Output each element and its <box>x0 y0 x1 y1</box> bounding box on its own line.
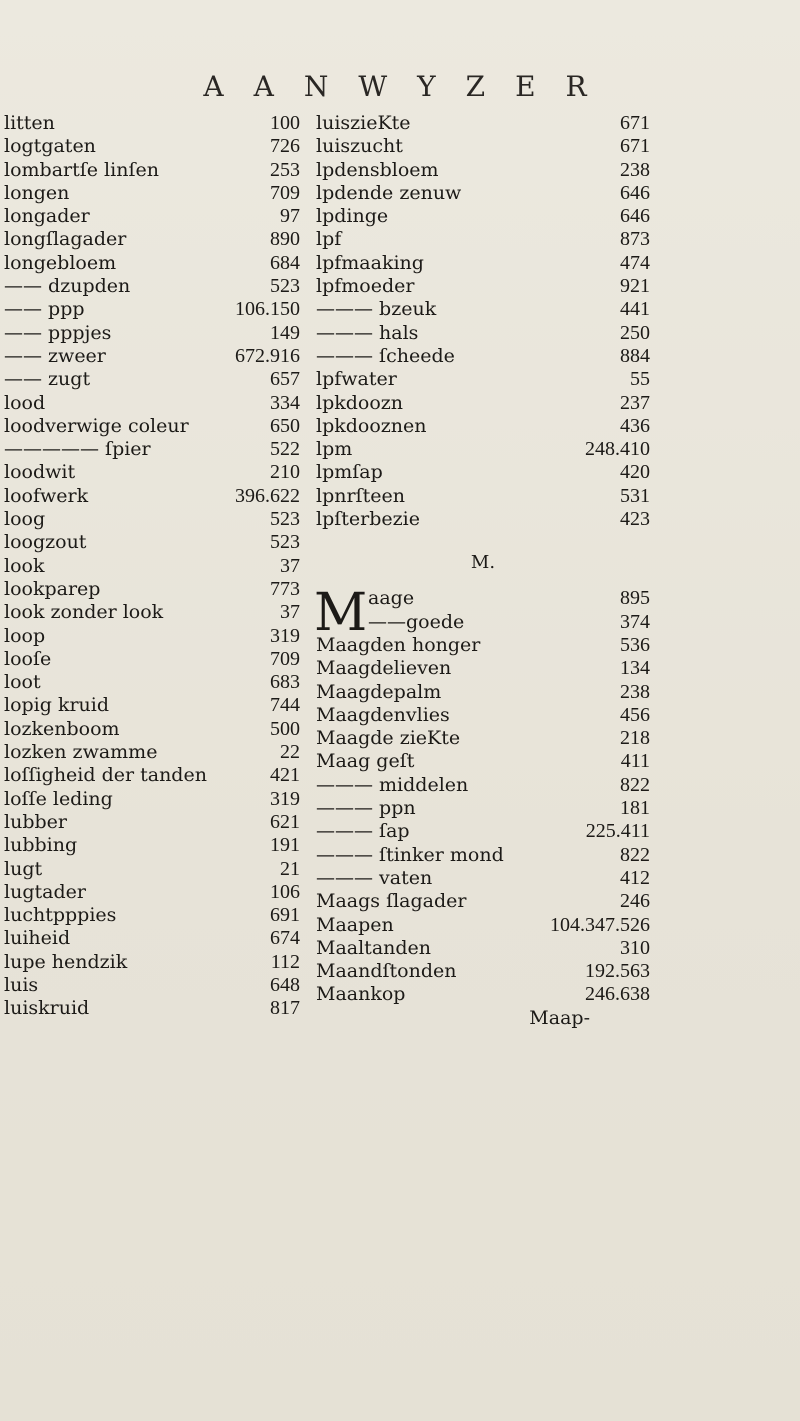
entry-term: longſlagader <box>4 228 127 251</box>
entry-page-number: 374 <box>620 610 650 633</box>
entry-term: Maaltanden <box>316 936 432 959</box>
index-entry <box>4 345 300 368</box>
entry-page-number: 536 <box>620 633 650 656</box>
index-entry <box>4 112 300 135</box>
entry-page-number: 112 <box>270 950 300 973</box>
index-entry <box>4 252 300 275</box>
entry-term: loodverwige coleur <box>4 414 189 437</box>
index-entry <box>4 298 300 321</box>
index-entry <box>316 890 650 913</box>
entry-term: luchtpppies <box>4 904 117 927</box>
entry-page-number: 650 <box>270 414 300 437</box>
entry-term: luiszucht <box>316 135 403 158</box>
entry-page-number: 890 <box>270 228 300 251</box>
entry-term: lpdinge <box>316 205 389 228</box>
entry-page-number: 657 <box>270 368 300 391</box>
entry-term: lozkenboom <box>4 717 120 740</box>
entry-term: —— zugt <box>4 368 91 391</box>
index-entry <box>316 135 650 158</box>
entry-term: lubber <box>4 810 67 833</box>
entry-page-number: 37 <box>280 601 300 624</box>
entry-page-number: 248.410 <box>585 438 650 461</box>
entry-term: ——— ſcheede <box>316 344 455 367</box>
entry-term: aage <box>368 587 415 610</box>
entry-term: look zonder look <box>4 601 164 624</box>
entry-term: Maagdenvlies <box>316 703 450 726</box>
entry-page-number: 97 <box>280 205 300 228</box>
index-entry <box>4 461 300 484</box>
entry-term: ——— ppn <box>316 797 416 820</box>
entry-term: loſſe leding <box>4 787 113 810</box>
entry-term: look <box>4 554 45 577</box>
entry-page-number: 500 <box>270 717 300 740</box>
entry-page-number: 238 <box>620 680 650 703</box>
entry-page-number: 523 <box>270 275 300 298</box>
entry-term: —— ppp <box>4 298 85 321</box>
entry-term: Maagde zieKte <box>316 727 461 750</box>
entry-term: lpdende zenuw <box>316 181 462 204</box>
index-entry <box>316 159 650 182</box>
entry-page-number: 709 <box>270 181 300 204</box>
right-entries-m <box>316 634 650 1007</box>
entry-page-number: 691 <box>270 904 300 927</box>
entry-page-number: 411 <box>620 750 650 773</box>
entry-term: loot <box>4 671 41 694</box>
entry-term: luis <box>4 973 39 996</box>
entry-term: ——— bzeuk <box>316 298 437 321</box>
index-entry <box>316 392 650 415</box>
entry-page-number: 436 <box>620 414 650 437</box>
entry-term: luiskruid <box>4 997 90 1020</box>
entry-page-number: 396.622 <box>235 484 300 507</box>
entry-term: ——— hals <box>316 321 419 344</box>
entry-page-number: 246.638 <box>585 983 650 1006</box>
entry-term: Maapen <box>316 913 394 936</box>
index-entry <box>4 415 300 438</box>
index-entry <box>4 159 300 182</box>
entry-term: Maagdepalm <box>316 680 442 703</box>
index-entry <box>316 657 650 680</box>
entry-term: loogzout <box>4 531 87 554</box>
right-index-column <box>316 112 650 1030</box>
index-entry <box>4 904 300 927</box>
entry-page-number: 531 <box>620 484 650 507</box>
entry-page-number: 523 <box>270 508 300 531</box>
entry-term: longen <box>4 181 70 204</box>
entry-page-number: 420 <box>620 461 650 484</box>
index-entry <box>316 298 650 321</box>
index-entry <box>316 438 650 461</box>
entry-page-number: 21 <box>280 857 300 880</box>
index-entry <box>316 983 650 1006</box>
entry-page-number: 884 <box>620 344 650 367</box>
entry-term: Maandſtonden <box>316 960 457 983</box>
index-entry <box>4 438 300 461</box>
index-entry <box>316 750 650 773</box>
index-entry <box>4 228 300 251</box>
entry-term: —— zweer <box>4 344 106 367</box>
entry-term: Maankop <box>316 983 406 1006</box>
index-entry <box>316 681 650 704</box>
entry-term: ————— ſpier <box>4 438 151 461</box>
entry-term: lpf <box>316 228 342 251</box>
entry-page-number: 895 <box>620 587 650 610</box>
entry-term: litten <box>4 112 55 134</box>
entry-page-number: 334 <box>270 391 300 414</box>
entry-page-number: 523 <box>270 531 300 554</box>
entry-term: ——— middelen <box>316 773 469 796</box>
entry-term: loſſigheid der tanden <box>4 764 207 787</box>
entry-term: ——goede <box>368 610 465 633</box>
entry-term: luiszieKte <box>316 112 411 134</box>
dropcap-letter: M <box>314 583 368 644</box>
index-entry <box>4 671 300 694</box>
entry-page-number: 253 <box>270 158 300 181</box>
entry-page-number: 106 <box>270 880 300 903</box>
entry-page-number: 22 <box>280 741 300 764</box>
index-entry <box>316 797 650 820</box>
entry-term: lpſterbezie <box>316 508 420 531</box>
entry-term: ——— ſap <box>316 820 410 843</box>
entry-page-number: 210 <box>270 461 300 484</box>
entry-term: Maags ſlagader <box>316 890 467 913</box>
entry-page-number: 225.411 <box>585 820 650 843</box>
index-entry <box>316 727 650 750</box>
entry-term: lombartſe linſen <box>4 158 159 181</box>
index-entry <box>4 834 300 857</box>
index-entry <box>4 368 300 391</box>
index-entry <box>316 914 650 937</box>
entry-term: lozken zwamme <box>4 741 158 764</box>
entry-page-number: 522 <box>270 438 300 461</box>
index-entry <box>4 531 300 554</box>
entry-term: luiheid <box>4 927 71 950</box>
entry-term: Maag geſt <box>316 750 415 773</box>
entry-term: lopig kruid <box>4 694 110 717</box>
entry-term: ——— vaten <box>316 866 433 889</box>
index-entry <box>316 205 650 228</box>
entry-page-number: 192.563 <box>585 960 650 983</box>
index-entry <box>316 228 650 251</box>
entry-term: Maagdelieven <box>316 657 452 680</box>
entry-term: loofwerk <box>4 484 89 507</box>
entry-page-number: 237 <box>620 391 650 414</box>
entry-page-number: 412 <box>620 866 650 889</box>
entry-term: logtgaten <box>4 135 96 158</box>
index-entry <box>4 601 300 624</box>
index-entry <box>316 345 650 368</box>
index-entry <box>4 694 300 717</box>
entry-page-number: 310 <box>620 936 650 959</box>
entry-page-number: 423 <box>620 508 650 531</box>
index-entry <box>316 461 650 484</box>
index-entry <box>4 182 300 205</box>
index-entry <box>316 704 650 727</box>
index-entry <box>316 275 650 298</box>
index-entry <box>316 508 650 531</box>
entry-page-number: 671 <box>620 112 650 134</box>
index-entry <box>4 205 300 228</box>
index-entry <box>4 974 300 997</box>
entry-page-number: 648 <box>270 973 300 996</box>
index-entry <box>4 881 300 904</box>
index-entry <box>4 997 300 1020</box>
index-entry <box>316 182 650 205</box>
entry-term: lpmſap <box>316 461 383 484</box>
entry-term: lugt <box>4 857 43 880</box>
entry-term: looſe <box>4 647 52 670</box>
index-entry <box>4 811 300 834</box>
index-entry <box>316 774 650 797</box>
entry-term: lpfmoeder <box>316 275 415 298</box>
index-entry <box>4 625 300 648</box>
left-index-column <box>4 112 300 1021</box>
entry-page-number: 319 <box>270 787 300 810</box>
section-heading-m: M. <box>470 552 496 574</box>
index-entry <box>4 578 300 601</box>
index-entry <box>4 764 300 787</box>
entry-term: Maagden honger <box>316 633 481 656</box>
entry-term: —— dzupden <box>4 275 131 298</box>
index-entry <box>4 485 300 508</box>
index-entry <box>316 322 650 345</box>
entry-page-number: 106.150 <box>235 298 300 321</box>
index-entry <box>316 112 650 135</box>
index-entry <box>4 555 300 578</box>
entry-page-number: 873 <box>620 228 650 251</box>
index-entry <box>316 415 650 438</box>
right-entries-l <box>316 112 650 531</box>
dropcap-block <box>314 583 650 644</box>
entry-page-number: 250 <box>620 321 650 344</box>
entry-page-number: 684 <box>270 251 300 274</box>
index-entry <box>316 937 650 960</box>
index-entry <box>4 788 300 811</box>
entry-term: loop <box>4 624 46 647</box>
entry-page-number: 672.916 <box>235 344 300 367</box>
index-entry <box>4 135 300 158</box>
entry-term: lpkdooznen <box>316 414 427 437</box>
index-entry <box>4 951 300 974</box>
entry-page-number: 421 <box>270 764 300 787</box>
index-entry <box>4 718 300 741</box>
entry-page-number: 817 <box>270 997 300 1020</box>
entry-page-number: 100 <box>270 112 300 134</box>
entry-page-number: 441 <box>620 298 650 321</box>
entry-term: loog <box>4 508 46 531</box>
entry-term: loodwit <box>4 461 76 484</box>
index-entry <box>316 867 650 890</box>
index-entry <box>4 322 300 345</box>
entry-term: lpfwater <box>316 368 397 391</box>
entry-page-number: 709 <box>270 647 300 670</box>
entry-term: lpdensbloem <box>316 158 439 181</box>
entry-term: lugtader <box>4 880 86 903</box>
entry-page-number: 674 <box>270 927 300 950</box>
entry-page-number: 646 <box>620 205 650 228</box>
entry-page-number: 474 <box>620 251 650 274</box>
entry-page-number: 726 <box>270 135 300 158</box>
entry-page-number: 621 <box>270 810 300 833</box>
entry-page-number: 37 <box>280 554 300 577</box>
entry-page-number: 822 <box>620 843 650 866</box>
entry-page-number: 744 <box>270 694 300 717</box>
entry-term: lubbing <box>4 834 78 857</box>
entry-term: ——— ſtinker mond <box>316 843 504 866</box>
index-entry <box>316 960 650 983</box>
index-entry <box>4 275 300 298</box>
index-entry <box>4 858 300 881</box>
index-entry <box>4 392 300 415</box>
entry-page-number: 319 <box>270 624 300 647</box>
entry-page-number: 773 <box>270 577 300 600</box>
entry-page-number: 646 <box>620 181 650 204</box>
index-entry <box>316 252 650 275</box>
entry-page-number: 238 <box>620 158 650 181</box>
index-entry <box>316 844 650 867</box>
entry-term: —— pppjes <box>4 321 112 344</box>
index-entry <box>4 927 300 950</box>
entry-term: lookparep <box>4 577 101 600</box>
entry-page-number: 181 <box>620 797 650 820</box>
index-entry <box>316 485 650 508</box>
index-entry <box>316 820 650 843</box>
entry-term: lupe hendzik <box>4 950 128 973</box>
entry-term: lpm <box>316 438 353 461</box>
index-entry <box>316 368 650 391</box>
entry-page-number: 55 <box>630 368 650 391</box>
entry-page-number: 218 <box>620 727 650 750</box>
entry-term: lpfmaaking <box>316 251 424 274</box>
entry-page-number: 822 <box>620 773 650 796</box>
entry-page-number: 683 <box>270 671 300 694</box>
entry-term: lpkdoozn <box>316 391 404 414</box>
entry-page-number: 149 <box>270 321 300 344</box>
entry-page-number: 246 <box>620 890 650 913</box>
entry-page-number: 671 <box>620 135 650 158</box>
entry-page-number: 104.347.526 <box>550 913 650 936</box>
entry-term: lpnrſteen <box>316 484 405 507</box>
entry-term: longebloem <box>4 251 117 274</box>
page-header: AANWYZER <box>203 70 617 103</box>
entry-page-number: 921 <box>620 275 650 298</box>
catchword: Maap- <box>529 1006 590 1029</box>
entry-page-number: 456 <box>620 703 650 726</box>
entry-term: lood <box>4 391 46 414</box>
entry-page-number: 134 <box>620 657 650 680</box>
index-entry <box>4 741 300 764</box>
index-entry <box>4 508 300 531</box>
index-entry <box>4 648 300 671</box>
entry-page-number: 191 <box>270 834 300 857</box>
entry-term: longader <box>4 205 90 228</box>
